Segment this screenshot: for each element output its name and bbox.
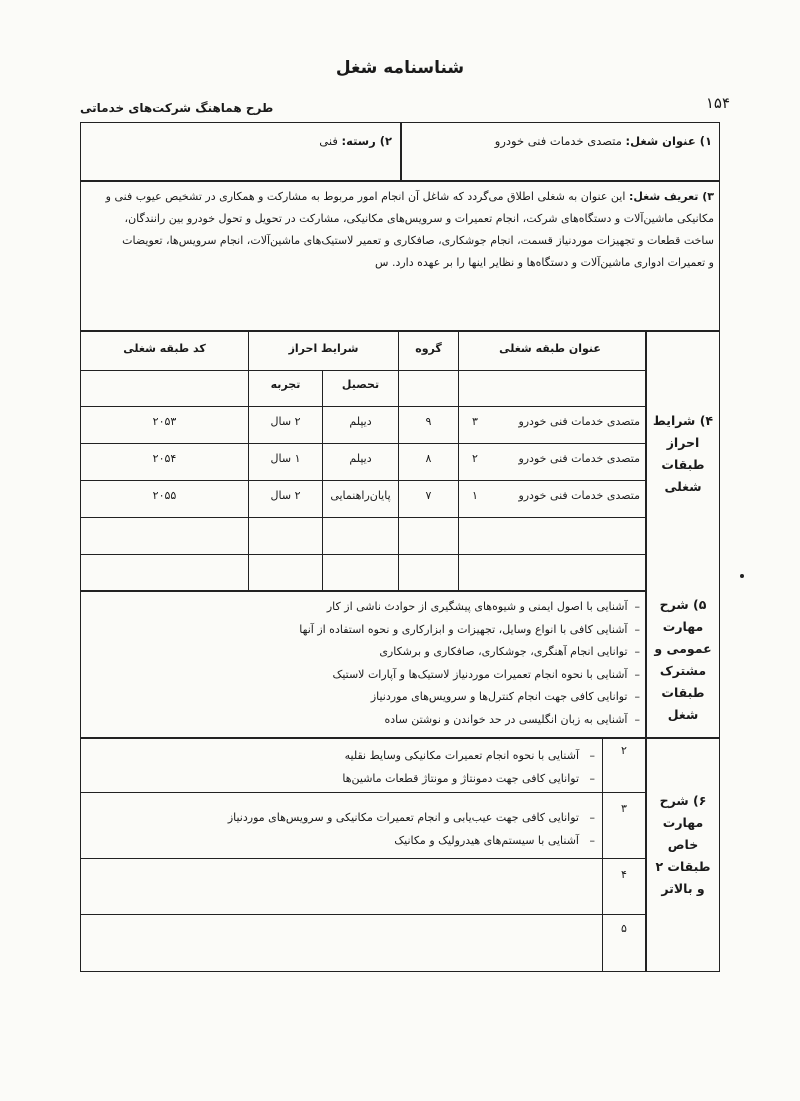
list-item-text: توانایی کافی جهت انجام کنترل‌ها و سرویس‌های موردنیاز xyxy=(370,690,628,703)
job-category-value: فنی xyxy=(319,134,338,148)
section-label-line: شغلی xyxy=(664,479,702,494)
header-requirements: شرایط احراز xyxy=(288,342,359,355)
row-level: ۲ xyxy=(472,452,478,465)
header-experience: تجربه xyxy=(270,378,301,391)
row-title: متصدی خدمات فنی خودرو xyxy=(518,489,640,502)
list-item-text: توانایی کافی جهت عیب‌یابی و انجام تعمیرات مکانیکی و سرویس‌های موردنیاز xyxy=(227,811,579,824)
list-item xyxy=(270,664,640,687)
divider xyxy=(80,330,720,332)
definition-line: و تعمیرات ادواری ماشین‌آلات و دستگاه‌ها و نظایر اینها را بر عهده دارد. س xyxy=(375,256,714,269)
list-item-text: آشنایی با اصول ایمنی و شیوه‌های پیشگیری از حوادث ناشی از کار xyxy=(326,600,628,613)
row-title: متصدی خدمات فنی خودرو xyxy=(518,452,640,465)
qualifications-section-label xyxy=(648,410,718,498)
dash: – xyxy=(634,600,640,613)
level-number: ۴ xyxy=(621,868,627,881)
divider xyxy=(645,330,647,972)
table-rule xyxy=(80,858,645,859)
table-rule xyxy=(80,443,645,444)
level-3-skills xyxy=(150,806,595,852)
section-label-line: مهارت xyxy=(662,619,704,634)
row-title: متصدی خدمات فنی خودرو xyxy=(518,415,640,428)
dash: – xyxy=(589,811,595,824)
table-rule xyxy=(80,480,645,481)
section-label-line: عمومی و xyxy=(654,641,712,656)
header-class-title: عنوان طبقه شغلی xyxy=(499,342,601,355)
list-item xyxy=(200,767,595,790)
dash: – xyxy=(589,772,595,785)
row-group: ۹ xyxy=(425,415,432,428)
job-title-label: ۱) عنوان شغل: xyxy=(625,134,712,148)
page-title: شناسنامه شغل xyxy=(335,58,465,78)
list-item-text: توانایی انجام آهنگری، جوشکاری، صافکاری و برشکاری xyxy=(379,645,628,658)
list-item xyxy=(200,744,595,767)
list-item-text: توانایی کافی جهت دمونتاژ و مونتاژ قطعات ماشین‌ها xyxy=(342,772,579,785)
row-education: پایان‌راهنمایی xyxy=(330,489,391,502)
row-education: دیپلم xyxy=(349,415,372,428)
table-rule xyxy=(80,792,645,793)
list-item xyxy=(150,829,595,852)
row-code: ۲۰۵۴ xyxy=(152,452,177,465)
row-level: ۱ xyxy=(472,489,478,502)
list-item xyxy=(270,619,640,642)
list-item-text: آشنایی کافی با انواع وسایل، تجهیزات و ابزارکاری و نحوه استفاده از آنها xyxy=(299,622,628,636)
divider xyxy=(80,737,720,739)
level-number: ۵ xyxy=(621,922,627,935)
section-label-line: طبقات xyxy=(661,685,705,700)
table-rule xyxy=(80,406,645,407)
row-experience: ۲ سال xyxy=(270,415,301,428)
row-experience: ۲ سال xyxy=(270,489,301,502)
divider xyxy=(80,180,720,182)
job-category-label: ۲) رسته: xyxy=(341,134,392,148)
general-skills-list xyxy=(270,596,640,731)
list-item-text: آشنایی با نحوه انجام تعمیرات موردنیاز لاستیک‌ها و آپارات لاستیک xyxy=(332,667,628,681)
row-experience: ۱ سال xyxy=(270,452,301,465)
definition-line-text: این عنوان به شغلی اطلاق می‌گردد که شاغل آن انجام امور مربوط به مشارکت و همکاری در تشخیص عیوب فنی و xyxy=(105,190,626,203)
row-code: ۲۰۵۳ xyxy=(152,415,177,428)
row-code: ۲۰۵۵ xyxy=(152,489,177,502)
section-label-line: خاص xyxy=(667,837,699,852)
dash: – xyxy=(589,834,595,847)
list-item-text: آشنایی به زبان انگلیسی در حد خواندن و نوشتن ساده xyxy=(384,712,628,726)
job-definition xyxy=(86,186,714,274)
general-skills-section-label xyxy=(648,594,718,726)
section-label-line: طبقات xyxy=(661,457,705,472)
definition-line: ساخت قطعات و تجهیزات موردنیاز قسمت، انجام جوشکاری، صافکاری و تعمیر لاستیک‌های ماشین‌آلات، انجام سرویس‌ها، تعویضات xyxy=(122,234,714,247)
section-label-line: ۵) شرح xyxy=(659,597,707,612)
section-label-line: احراز xyxy=(666,435,700,450)
section-label-line: ۴) شرایط xyxy=(652,413,714,428)
table-rule xyxy=(80,914,645,915)
definition-label: ۳) تعریف شغل: xyxy=(628,190,714,203)
section-label-line: ۶) شرح xyxy=(659,793,707,808)
table-rule xyxy=(80,590,645,592)
dash: – xyxy=(634,712,640,726)
table-rule xyxy=(80,517,645,518)
job-title-field xyxy=(402,134,712,148)
level-2-skills xyxy=(200,744,595,790)
table-rule xyxy=(322,370,323,590)
list-item xyxy=(270,709,640,732)
list-item-text: آشنایی با نحوه انجام تعمیرات مکانیکی وسایط نقلیه xyxy=(344,749,579,762)
section-label-line: مهارت xyxy=(662,815,704,830)
header-group: گروه xyxy=(415,342,442,355)
definition-line: مکانیکی ماشین‌آلات و دستگاه‌های شرکت، انجام تعمیرات و سرویس‌های مکانیکی، مشارکت در تحویل و تحول خودرو بین رانندگان، xyxy=(124,212,714,225)
section-label-line: مشترک xyxy=(659,663,707,678)
job-title-value: متصدی خدمات فنی خودرو xyxy=(494,134,622,148)
level-number: ۲ xyxy=(621,744,627,757)
divider xyxy=(400,122,402,180)
project-title: طرح هماهنگ شرکت‌های خدماتی xyxy=(80,101,274,115)
dash: – xyxy=(634,667,640,681)
job-category-field xyxy=(82,134,392,148)
section-label-line: طبقات ۲ xyxy=(655,859,711,874)
row-group: ۸ xyxy=(425,452,432,465)
section-label-line: شغل xyxy=(667,707,699,722)
section-label-line: و بالاتر xyxy=(661,881,705,896)
row-education: دیپلم xyxy=(349,452,372,465)
list-item xyxy=(270,641,640,664)
row-group: ۷ xyxy=(425,489,432,502)
list-item xyxy=(270,596,640,619)
dash: – xyxy=(634,645,640,658)
dash: – xyxy=(634,622,640,636)
scan-dot xyxy=(740,574,744,578)
specific-skills-section-label xyxy=(648,790,718,900)
list-item xyxy=(150,806,595,829)
table-rule xyxy=(80,554,645,555)
table-rule xyxy=(458,330,459,590)
dash: – xyxy=(634,690,640,703)
list-item-text: آشنایی با سیستم‌های هیدرولیک و مکانیک xyxy=(394,834,579,847)
definition-line xyxy=(86,186,714,208)
dash: – xyxy=(589,749,595,762)
page-number: ۱۵۴ xyxy=(705,94,730,112)
table-rule xyxy=(602,737,603,972)
header-education: تحصیل xyxy=(341,378,380,391)
header-class-code: کد طبقه شغلی xyxy=(123,342,206,355)
level-number: ۳ xyxy=(621,802,627,815)
list-item xyxy=(270,686,640,709)
row-level: ۳ xyxy=(472,415,478,428)
table-rule xyxy=(80,370,645,371)
